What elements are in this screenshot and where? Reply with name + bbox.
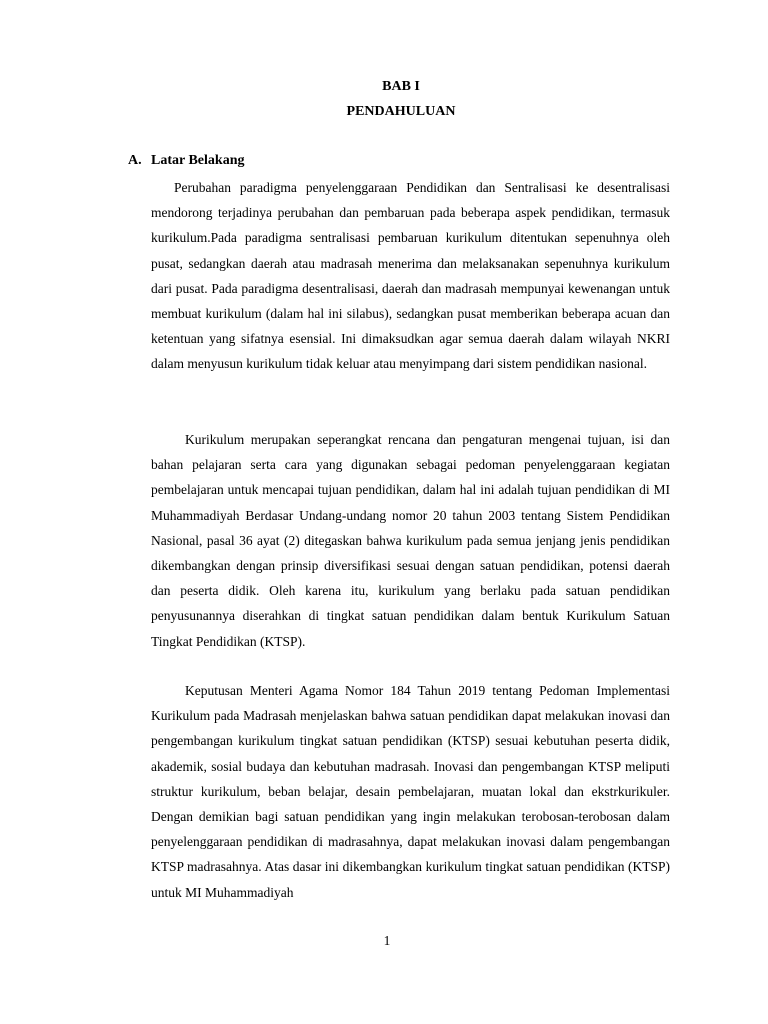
section-heading	[128, 153, 244, 169]
page-number-value: 1	[383, 933, 391, 948]
section-letter: A.	[128, 153, 142, 168]
page-number	[0, 933, 768, 949]
paragraph-2: Kurikulum merupakan seperangkat rencana dan pengaturan mengenai tujuan, isi dan bahan pelajaran serta cara yang digunakan sebagai pedoman penyelenggaraan kegiatan pembelajaran untuk mencapai tujuan pendidikan, dalam hal ini adalah tujuan pendidikan di MI Muhammadiyah Berdasar Undang-undang nomor 20 tahun 2003 tentang Sistem Pendidikan Nasional, pasal 36 ayat (2) ditegaskan bahwa kurikulum pada semua jenjang jenis pendidikan dikembangkan dengan prinsip diversifikasi sesuai dengan satuan pendidikan, potensi daerah dan peserta didik. Oleh karena itu, kurikulum yang berlaku pada satuan pendidikan penyusunannya diserahkan di tingkat satuan pendidikan dalam bentuk Kurikulum Satuan Tingkat Pendidikan (KTSP).	[151, 432, 670, 649]
chapter-title: PENDAHULUAN	[346, 104, 456, 119]
chapter-number: BAB I	[382, 79, 420, 94]
paragraph-1: Perubahan paradigma penyelenggaraan Pendidikan dan Sentralisasi ke desentralisasi mendorong terjadinya perubahan dan pembaruan pada beberapa aspek pendidikan, termasuk kurikulum.Pada paradigma sentralisasi pembaruan kurikulum ditentukan sepenuhnya oleh pusat, sedangkan daerah atau madrasah menerima dan melaksanakan sepenuhnya kurikulum dari pusat. Pada paradigma desentralisasi, daerah dan madrasah mempunyai kewenangan untuk membuat kurikulum (dalam hal ini silabus), sedangkan pusat memberikan beberapa acuan dan ketentuan yang sifatnya esensial. Ini dimaksudkan agar semua daerah dalam wilayah NKRI dalam menyusun kurikulum tidak keluar atau menyimpang dari sistem pendidikan nasional.	[151, 180, 670, 372]
paragraph-3: Keputusan Menteri Agama Nomor 184 Tahun 2019 tentang Pedoman Implementasi Kurikulum pada Madrasah menjelaskan bahwa satuan pendidikan dapat melakukan inovasi dan pengembangan kurikulum tingkat satuan pendidikan (KTSP) sesuai kebutuhan peserta didik, akademik, sosial budaya dan kebutuhan madrasah. Inovasi dan pengembangan KTSP meliputi struktur kurikulum, beban belajar, desain pembelajaran, muatan lokal dan ekstrkurikuler. Dengan demikian bagi satuan pendidikan yang ingin melakukan terobosan-terobosan dalam penyelenggaraan pendidikan di madrasahnya, dapat melakukan inovasi dalam pengembangan KTSP madrasahnya. Atas dasar ini dikembangkan kurikulum tingkat satuan pendidikan (KTSP) untuk MI Muhammadiyah	[151, 683, 670, 900]
section-title: Latar Belakang	[151, 153, 245, 168]
